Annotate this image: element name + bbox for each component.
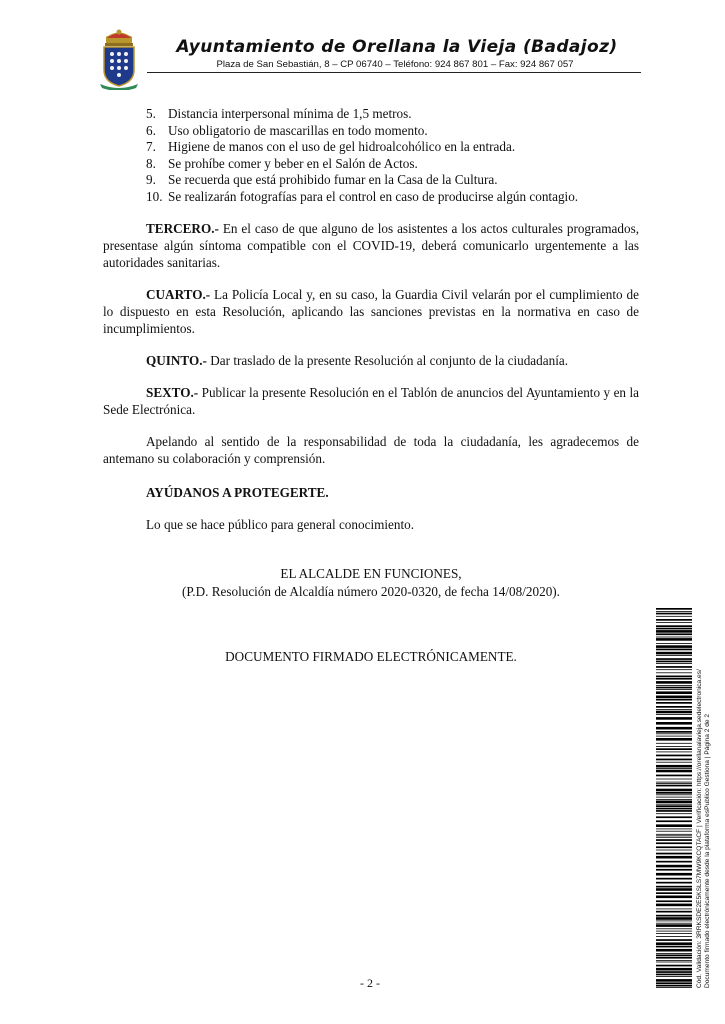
measures-list [146,106,578,206]
signature-delegation: (P.D. Resolución de Alcaldía número 2020-0320, de fecha 14/08/2020). [182,584,560,599]
list-item-number: 9. [146,172,156,188]
paragraph-label: SEXTO.- [146,385,199,400]
coat-of-arms-icon [96,28,142,90]
list-item-text: Higiene de manos con el uso de gel hidroalcohólico en la entrada. [168,139,516,155]
list-item-text: Se prohíbe comer y beber en el Salón de Actos. [168,155,418,171]
list-item-text: Uso obligatorio de mascarillas en todo momento. [168,122,428,138]
signed-electronically-notice: DOCUMENTO FIRMADO ELECTRÓNICAMENTE. [225,649,517,664]
paragraph-text: Publicar la presente Resolución en el Tablón de anuncios del Ayuntamiento y en la Sede Electrónica. [103,385,639,417]
barcode-icon [656,608,692,988]
validation-line: Documento firmado electrónicamente desde la plataforma esPublico Gestiona | Página 2 de 2 [703,713,711,988]
paragraph-apelando: Apelando al sentido de la responsabilidad de toda la ciudadanía, les agradecemos de antemano su colaboración y comprensión. [103,434,639,466]
list-item [146,123,578,140]
paragraph-label: QUINTO.- [146,353,207,368]
list-item [146,106,578,123]
header-title: Ayuntamiento de Orellana la Vieja (Badajoz) [176,37,618,57]
paragraph-publico: Lo que se hace público para general conocimiento. [146,517,415,532]
list-item [146,172,578,189]
paragraph-label: AYÚDANOS A PROTEGERTE. [146,485,329,500]
paragraph-label: TERCERO.- [146,221,219,236]
validation-text [696,608,720,988]
paragraph-tercero [103,220,639,271]
list-item [146,189,578,206]
paragraph-ayudanos [103,484,639,501]
page-number: - 2 - [360,976,380,990]
list-item [146,156,578,173]
list-item-text: Se realizarán fotografías para el control en caso de producirse algún contagio. [168,188,579,204]
paragraph-text: Dar traslado de la presente Resolución al conjunto de la ciudadanía. [206,353,569,368]
list-item [146,139,578,156]
paragraph-sexto [103,384,639,418]
list-item-number: 6. [146,122,156,138]
validation-line: Cód. Validación: 3RRKSDE2E5KSLS7MW9KCQTACF | Verificación: https://orellanalavieja.sedelectronica.es/ [696,669,703,988]
signature-title: EL ALCALDE EN FUNCIONES, [280,566,462,581]
list-item-text: Distancia interpersonal mínima de 1,5 metros. [168,106,412,121]
list-item-number: 5. [146,106,156,121]
paragraph-text: La Policía Local y, en su caso, la Guardia Civil velarán por el cumplimiento de lo dispuesto en esta Resolución, aplicando las sanciones previstas en la normativa en caso de incumplimientos. [103,287,639,336]
paragraph-quinto [103,352,639,369]
header-divider [147,72,641,73]
list-item-text: Se recuerda que está prohibido fumar en la Casa de la Cultura. [168,172,498,188]
list-item-number: 8. [146,155,156,171]
paragraph-label: CUARTO.- [146,287,211,302]
list-item-number: 7. [146,139,156,155]
paragraph-cuarto [103,286,639,337]
list-item-number: 10. [146,188,163,204]
header-subtitle: Plaza de San Sebastián, 8 – CP 06740 – Teléfono: 924 867 801 – Fax: 924 867 057 [216,59,574,70]
paragraph-text: En el caso de que alguno de los asistentes a los actos culturales programados, presentase algún síntoma compatible con el COVID-19, deberá comunicarlo urgentemente a las autoridades sanitarias. [103,221,639,270]
